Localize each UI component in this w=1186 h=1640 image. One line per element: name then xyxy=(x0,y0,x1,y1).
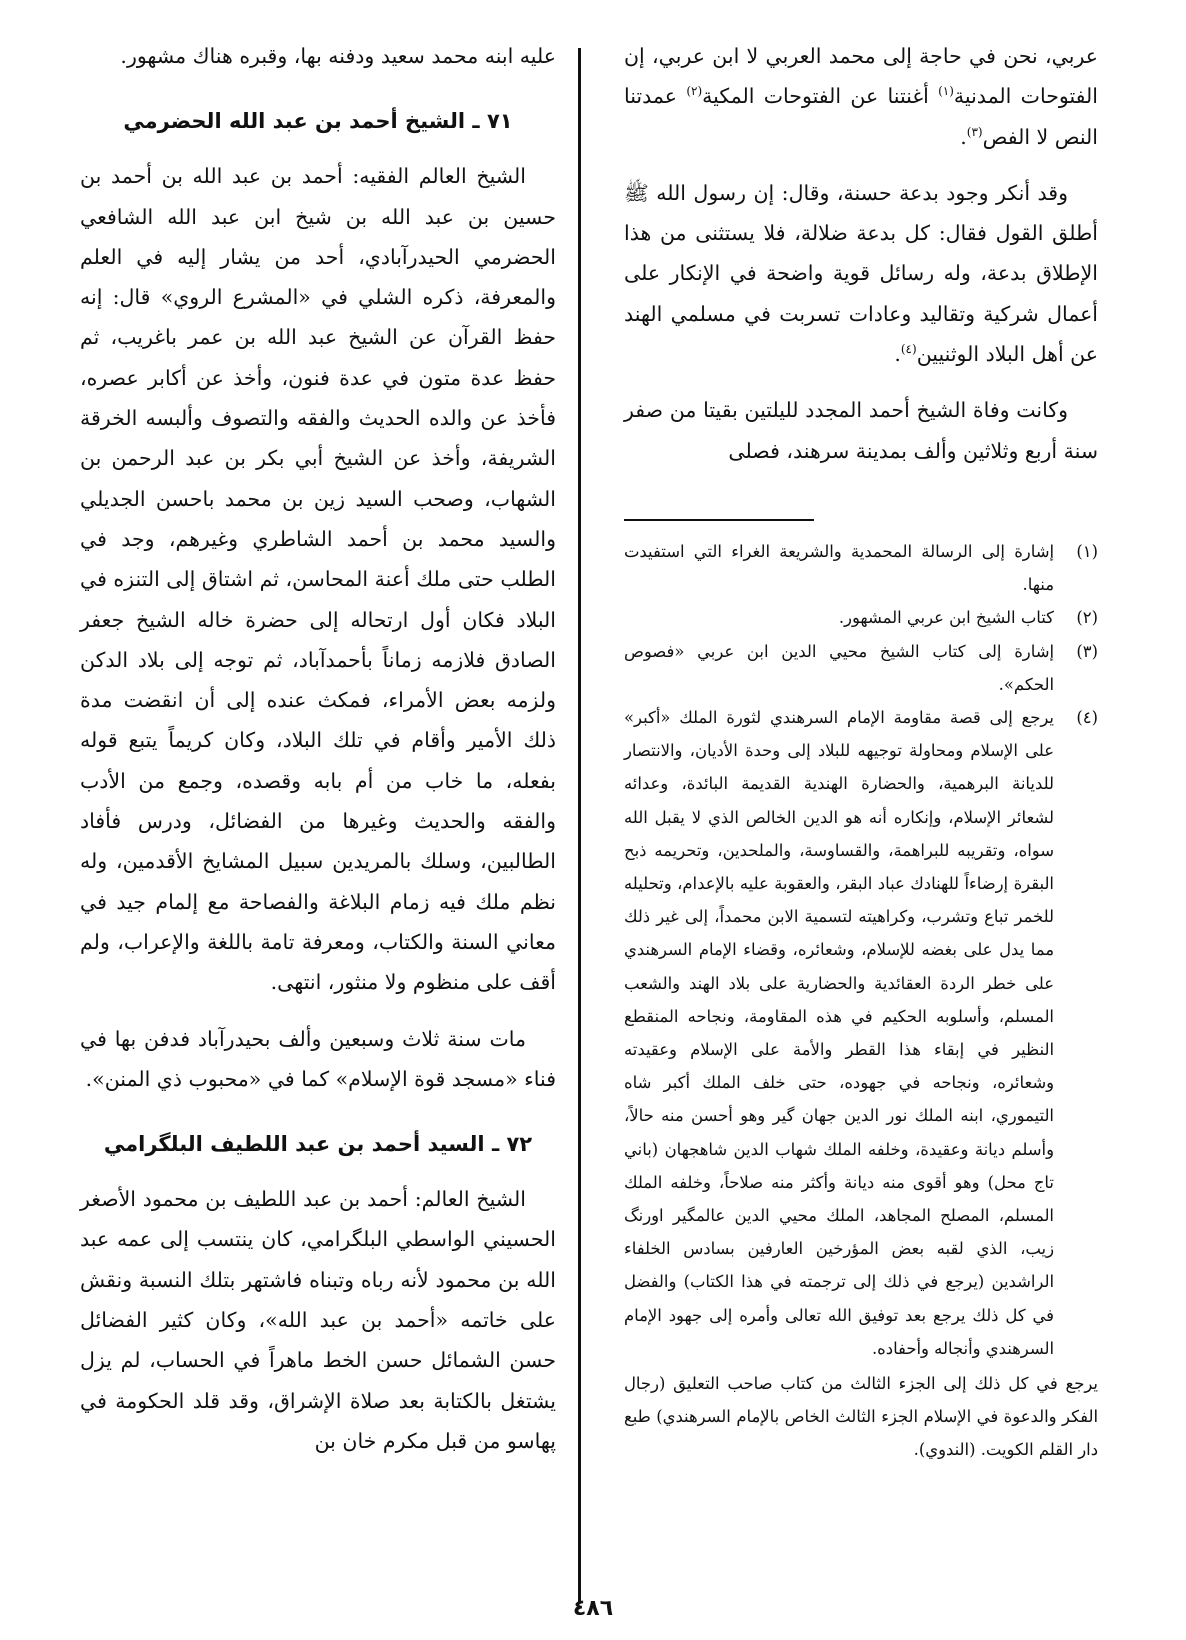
footnote-text: يرجع إلى قصة مقاومة الإمام السرهندي لثورة الملك «أكبر» على الإسلام ومحاولة توجيهه للبلاد إلى وحدة الأديان، والانتصار للديانة البرهمية، والحضارة الهندية القديمة البائدة، وعدائه لشعائر الإسلام، وإنكاره أنه هو الدين الخالص الذي لا يقبل الله سواه، وتقريبه للبراهمة، والقساوسة، والملحدين، وتحريمه ذبح البقرة إرضاءاً للهنادك عباد البقر، والعقوبة عليه بالإعدام، وتحليله للخمر تباع وتشرب، وكراهيته لتسمية الابن محمداً، إلى غير ذلك مما يدل على بغضه للإسلام، وشعائره، وقضاء الإمام السرهندي على خطر الردة العقائدية والحضارية على بلاد الهند والشعب المسلم، وأسلوبه الحكيم في هذه المقاومة، ونجاحه المنقطع النظير في إبقاء هذا القطر والأمة على الإسلام وعقيدته وشعائره، ونجاحه في جهوده، حتى خلف الملك أكبر شاه التيموري، ابنه الملك نور الدين جهان گير وهو أحسن منه حالاً، وأسلم ديانة وعقيدة، وخلفه الملك شهاب الدين شاهجهان (باني تاج محل) وهو أقوى منه ديانة وأكثر منه صلاحاً، وخلفه الملك المسلم، المصلح المجاهد، الملك محيي الدين عالمگير اورنگ زيب، الذي لقبه بعض المؤرخين العارفين بسادس الخلفاء الراشدين (يرجع في ذلك إلى ترجمته في هذا الكتاب) والفضل في كل ذلك يرجع بعد توفيق الله تعالى وأمره إلى جهود الإمام السرهندي وأنجاله وأحفاده. xyxy=(624,707,1054,1358)
footnote-extra: يرجع في كل ذلك إلى الجزء الثالث من كتاب صاحب التعليق (رجال الفكر والدعوة في الإسلام الجزء الثالث الخاص بالإمام السرهندي) طبع دار القلم الكويت. (الندوي). xyxy=(624,1374,1098,1460)
footnote-ref: (٣) xyxy=(966,124,983,139)
footnote-2 xyxy=(624,601,1098,634)
column-divider xyxy=(578,48,581,1603)
footnote-rule xyxy=(624,519,814,521)
left-paragraph-2: مات سنة ثلاث وسبعين وألف بحيدرآباد فدفن بها في فناء «مسجد قوة الإسلام» كما في «محبوب ذي المنن». xyxy=(80,1026,556,1091)
footnote-text: كتاب الشيخ ابن عربي المشهور. xyxy=(838,608,1054,628)
text-run: . xyxy=(960,124,967,149)
text-run: وقد أنكر وجود بدعة حسنة، وقال: إن رسول الله ﷺ أطلق القول فقال: كل بدعة ضلالة، فلا يستثنى من هذا الإطلاق بدعة، وله رسائل قوية واضحة في الإنكار على أعمال شركية وتقاليد وعادات تسربت في مسلمي الهند عن أهل البلاد الوثنيين xyxy=(624,180,1098,367)
entry-heading-71: ٧١ ـ الشيخ أحمد بن عبد الله الحضرمي xyxy=(123,109,513,134)
left-paragraph-3: الشيخ العالم: أحمد بن عبد اللطيف بن محمود الأصغر الحسيني الواسطي البلگرامي، كان ينتسب إلى عمه عبد الله بن محمود لأنه رباه وتبناه فاشتهر بتلك النسبة ونقش على خاتمه «أحمد بن عبد الله»، وكان كثير الفضائل حسن الشمائل حسن الخط ماهراً في الحساب، لم يزل يشتغل بالكتابة بعد صلاة الإشراق، وقد قلد الحكومة في پهاسو من قبل مكرم خان بن xyxy=(80,1187,556,1453)
right-column xyxy=(624,36,1098,1467)
text-run: عمدتنا النص لا الفص xyxy=(624,84,1098,149)
footnote-ref: (٢) xyxy=(686,84,703,99)
text-run: عربي، نحن في حاجة إلى محمد العربي لا ابن عربي، إن الفتوحات المدنية xyxy=(624,44,1098,109)
footnote-3 xyxy=(624,635,1098,701)
footnote-number: (٢) xyxy=(1076,608,1098,628)
text-run: أغنتنا عن الفتوحات المكية xyxy=(702,84,939,109)
footnote-ref: (٤) xyxy=(900,342,917,357)
page-number: ٤٨٦ xyxy=(572,1596,614,1621)
footnote-ref: (١) xyxy=(938,84,954,99)
footnote-number: (٤) xyxy=(1076,707,1098,727)
footnote-text: إشارة إلى كتاب الشيخ محيي الدين ابن عربي «فصوص الحكم». xyxy=(624,641,1054,694)
entry-heading-72: ٧٢ ـ السيد أحمد بن عبد اللطيف البلگرامي xyxy=(103,1132,533,1157)
footnotes xyxy=(624,535,1098,1467)
left-paragraph-1: الشيخ العالم الفقيه: أحمد بن عبد الله بن أحمد بن حسين بن عبد الله بن شيخ ابن عبد الله الشافعي الحضرمي الحيدرآبادي، أحد من يشار إليه في العلم والمعرفة، ذكره الشلي في «المشرع الروي» قال: إنه حفظ القرآن عن الشيخ عبد الله بن عمر باغريب، ثم حفظ عدة متون في عدة فنون، وأخذ عن أكابر عصره، فأخذ عن والده الحديث والفقه والتصوف وألبسه الخرقة الشريفة، وأخذ عن الشيخ أبي بكر بن عبد الرحمن بن الشهاب، وصحب السيد زين بن محمد باحسن الجديلي والسيد محمد بن أحمد الشاطري وغيرهم، وجد في الطلب حتى ملك أعنة المحاسن، ثم اشتاق إلى التنزه في البلاد فكان أول ارتحاله إلى حضرة خاله الشيخ جعفر الصادق فلازمه زماناً بأحمدآباد، ثم توجه إلى بلاد الدكن ولزمه بعض الأمراء، فمكث عنده إلى أن انقضت مدة ذلك الأمير وأقام في تلك البلاد، وكان كريماً يتبع قوله بفعله، ما خاب من أم بابه وقصده، وجمع من الأدب والفقه والحديث وغيرها من الفضائل، ودرس فأفاد الطالبين، وسلك بالمريدين سبيل المشايخ الأقدمين، وله نظم ملك فيه زمام البلاغة والفصاحة مع إلمام جيد في معاني السنة والكتاب، ومعرفة تامة باللغة والإعراب، ولم أقف على منظوم ولا منثور، انتهى. xyxy=(80,164,556,995)
text-run: . xyxy=(894,342,901,367)
right-paragraph-3: وكانت وفاة الشيخ أحمد المجدد لليلتين بقيتا من صفر سنة أربع وثلاثين وألف بمدينة سرهند، فصلى xyxy=(624,398,1098,463)
left-column xyxy=(80,36,556,1461)
right-paragraph-1 xyxy=(624,36,1098,157)
footnote-text: إشارة إلى الرسالة المحمدية والشريعة الغراء التي استفيدت منها. xyxy=(624,541,1054,595)
footnote-1 xyxy=(624,535,1098,601)
right-paragraph-2 xyxy=(624,173,1098,374)
footnote-4 xyxy=(624,701,1098,1365)
left-intro: عليه ابنه محمد سعيد ودفنه بها، وقبره هناك مشهور. xyxy=(120,44,556,68)
footnote-number: (١) xyxy=(1076,541,1098,561)
footnote-number: (٣) xyxy=(1076,641,1098,661)
